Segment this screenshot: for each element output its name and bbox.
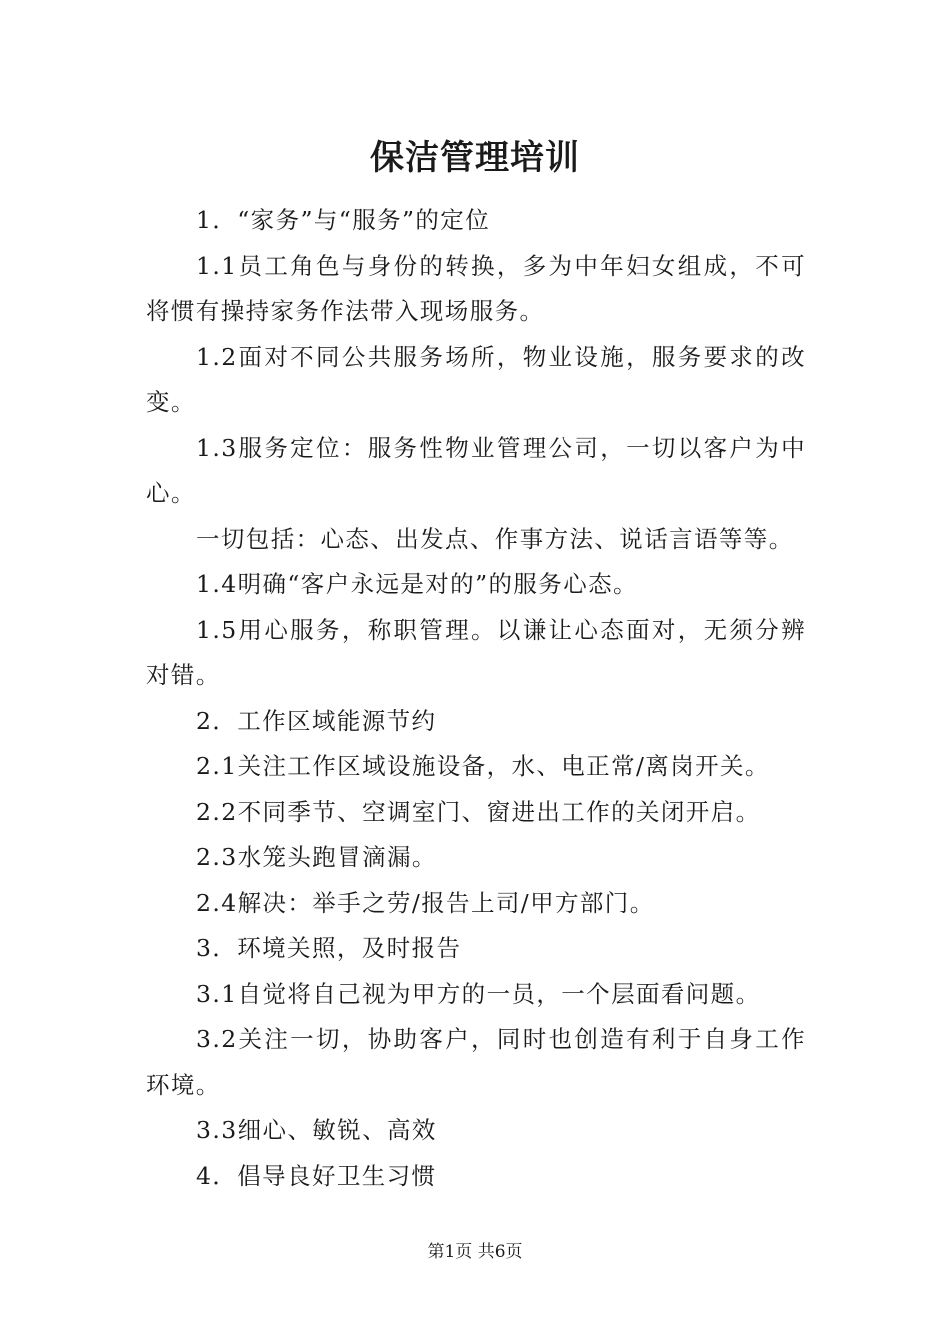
paragraph: 2.4解决：举手之劳/报告上司/甲方部门。	[196, 888, 655, 917]
paragraph: 2.2不同季节、空调室门、窗进出工作的关闭开启。	[196, 797, 761, 826]
paragraph: 3.2关注一切，协助客户，同时也创造有利于自身工作环境。	[146, 1025, 806, 1099]
paragraph: 1.3服务定位：服务性物业管理公司，一切以客户为中心。	[146, 433, 806, 507]
paragraph: 一切包括：心态、出发点、作事方法、说话言语等等。	[196, 524, 794, 553]
paragraph: 3．环境关照，及时报告	[196, 934, 462, 962]
page-title: 保洁管理培训	[370, 138, 580, 178]
paragraph: 1.1员工角色与身份的转换，多为中年妇女组成，不可将惯有操持家务作法带入现场服务。	[146, 251, 806, 325]
paragraph: 3.1自觉将自己视为甲方的一员，一个层面看问题。	[196, 979, 761, 1008]
paragraph: 3.3细心、敏锐、高效	[196, 1116, 437, 1144]
paragraph: 2.3水笼头跑冒滴漏。	[196, 843, 437, 871]
paragraph: 2．工作区域能源节约	[196, 706, 437, 735]
paragraph: 1.5用心服务，称职管理。以谦让心态面对，无须分辨对错。	[146, 615, 806, 689]
paragraph: 1.2面对不同公共服务场所，物业设施，服务要求的改变。	[146, 342, 806, 416]
paragraph: 1.4明确“客户永远是对的”的服务心态。	[196, 570, 638, 598]
paragraph: 4．倡导良好卫生习惯	[196, 1161, 437, 1190]
paragraph: 1．“家务”与“服务”的定位	[196, 206, 491, 234]
document-body	[146, 198, 806, 1199]
paragraph: 2.1关注工作区域设施设备，水、电正常/离岗开关。	[196, 752, 770, 780]
page-footer: 第1页 共6页	[427, 1242, 523, 1262]
